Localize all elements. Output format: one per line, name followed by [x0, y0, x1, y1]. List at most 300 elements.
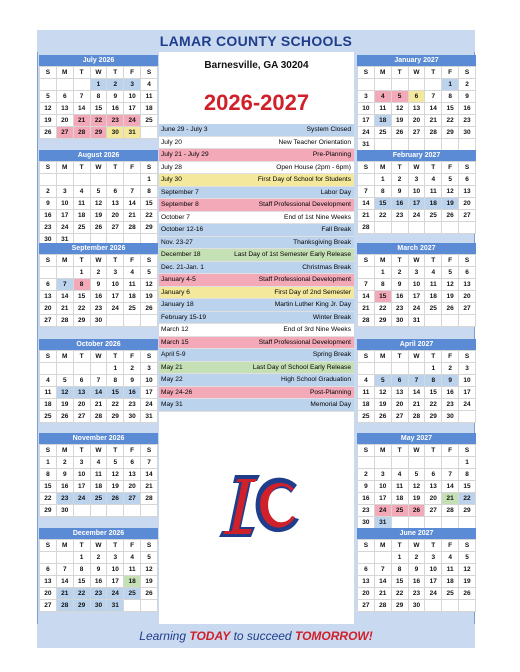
day-cell: 17 [358, 115, 375, 127]
day-cell: 7 [56, 279, 73, 291]
day-cell: 17 [107, 576, 124, 588]
day-cell: 3 [358, 91, 375, 103]
day-cell: 15 [425, 387, 442, 399]
day-cell: 12 [40, 103, 57, 115]
day-cell: 3 [374, 469, 391, 481]
day-cell: 13 [73, 387, 90, 399]
day-cell: 17 [56, 210, 73, 222]
day-cell: 4 [425, 174, 442, 186]
day-cell [408, 457, 425, 469]
day-cell: 6 [459, 267, 476, 279]
day-cell: 6 [40, 564, 57, 576]
day-cell: 20 [358, 588, 375, 600]
day-cell: 5 [459, 552, 476, 564]
month-calendar [39, 528, 158, 612]
day-cell: 6 [56, 91, 73, 103]
day-cell [374, 363, 391, 375]
day-cell: 1 [459, 457, 476, 469]
day-cell: 7 [56, 564, 73, 576]
day-cell: 7 [358, 186, 375, 198]
day-cell: 2 [90, 267, 107, 279]
day-cell: 8 [73, 564, 90, 576]
day-cell: 13 [358, 576, 375, 588]
day-cell: 6 [40, 279, 57, 291]
day-cell: 14 [56, 576, 73, 588]
day-cell: 14 [408, 387, 425, 399]
event-date: January 6 [161, 288, 190, 296]
day-cell: 23 [107, 115, 124, 127]
day-cell: 4 [40, 375, 57, 387]
day-cell: 10 [408, 279, 425, 291]
day-cell [459, 411, 476, 423]
weekday-header: S [40, 162, 57, 174]
event-name: Christmas Break [302, 263, 351, 271]
day-cell [90, 505, 107, 517]
day-cell: 30 [40, 234, 57, 246]
day-cell: 11 [141, 91, 158, 103]
month-calendar [357, 243, 476, 327]
day-cell: 21 [90, 399, 107, 411]
weekday-header: F [442, 445, 459, 457]
day-cell: 19 [391, 115, 408, 127]
day-cell: 31 [358, 139, 375, 151]
event-name: Post-Planning [309, 388, 351, 396]
month-title: November 2026 [39, 433, 158, 444]
month-calendar [39, 243, 158, 327]
day-cell: 8 [459, 469, 476, 481]
day-cell: 6 [107, 186, 124, 198]
day-cell: 10 [374, 481, 391, 493]
event-date: October 12-16 [161, 226, 204, 233]
day-cell: 2 [391, 267, 408, 279]
weekday-header: T [73, 162, 90, 174]
weekday-header: M [374, 445, 391, 457]
weekday-header: T [73, 255, 90, 267]
day-cell: 2 [40, 186, 57, 198]
day-cell: 12 [107, 469, 124, 481]
event-row [159, 187, 354, 200]
day-cell: 4 [124, 267, 141, 279]
day-cell: 31 [374, 517, 391, 529]
event-date: March 15 [161, 338, 189, 346]
weekday-header: S [358, 540, 375, 552]
weekday-header: S [40, 351, 57, 363]
page-title: LAMAR COUNTY SCHOOLS [37, 30, 475, 52]
day-cell: 8 [374, 279, 391, 291]
slogan-mid: to succeed [230, 629, 295, 643]
weekday-header: M [374, 162, 391, 174]
day-cell: 1 [391, 552, 408, 564]
day-cell: 26 [107, 493, 124, 505]
weekday-header: F [124, 445, 141, 457]
day-cell: 30 [358, 517, 375, 529]
day-cell: 25 [374, 127, 391, 139]
day-cell: 14 [73, 103, 90, 115]
day-cell: 9 [107, 91, 124, 103]
day-cell: 5 [442, 267, 459, 279]
day-cell: 3 [107, 552, 124, 564]
day-cell: 11 [391, 481, 408, 493]
day-cell: 22 [73, 588, 90, 600]
day-cell: 1 [73, 267, 90, 279]
day-cell: 15 [73, 291, 90, 303]
day-cell: 21 [141, 481, 158, 493]
month-calendar [357, 150, 476, 234]
month-calendar [357, 339, 476, 423]
day-cell: 16 [90, 291, 107, 303]
weekday-header: T [425, 445, 442, 457]
day-cell: 25 [425, 210, 442, 222]
day-cell: 30 [90, 600, 107, 612]
day-cell: 20 [73, 399, 90, 411]
day-cell: 29 [73, 315, 90, 327]
weekday-header: S [459, 445, 476, 457]
day-cell: 30 [124, 411, 141, 423]
month-title: July 2026 [39, 55, 158, 66]
day-cell: 25 [124, 588, 141, 600]
day-cell: 30 [90, 315, 107, 327]
day-cell: 9 [442, 375, 459, 387]
day-cell: 22 [459, 493, 476, 505]
day-cell: 8 [141, 186, 158, 198]
event-name: Staff Professional Development [258, 338, 351, 346]
day-cell: 12 [442, 279, 459, 291]
day-cell [391, 457, 408, 469]
day-cell [425, 315, 442, 327]
weekday-header: W [90, 351, 107, 363]
day-cell: 19 [442, 198, 459, 210]
day-cell: 23 [442, 399, 459, 411]
weekday-header: S [358, 162, 375, 174]
day-cell: 9 [56, 469, 73, 481]
month-title: January 2027 [357, 55, 476, 66]
weekday-header: S [459, 351, 476, 363]
day-cell [124, 600, 141, 612]
day-cell [40, 174, 57, 186]
day-cell: 2 [124, 363, 141, 375]
day-cell: 20 [124, 481, 141, 493]
day-cell: 31 [408, 315, 425, 327]
day-cell: 29 [73, 600, 90, 612]
day-cell: 2 [90, 552, 107, 564]
day-cell: 5 [141, 552, 158, 564]
day-cell: 23 [391, 210, 408, 222]
day-cell: 1 [425, 363, 442, 375]
day-cell: 6 [391, 375, 408, 387]
day-cell: 26 [442, 210, 459, 222]
weekday-header: M [56, 162, 73, 174]
day-cell [391, 517, 408, 529]
weekday-header: T [73, 540, 90, 552]
day-cell [124, 315, 141, 327]
day-cell: 15 [40, 481, 57, 493]
day-cell: 27 [459, 303, 476, 315]
day-cell: 9 [358, 481, 375, 493]
month-title: May 2027 [357, 433, 476, 444]
day-cell [391, 222, 408, 234]
event-row [159, 199, 354, 212]
day-cell: 24 [107, 303, 124, 315]
weekday-header: W [90, 445, 107, 457]
event-name: High School Graduation [280, 376, 351, 383]
day-cell: 6 [408, 91, 425, 103]
day-cell: 3 [408, 174, 425, 186]
day-cell: 28 [73, 127, 90, 139]
day-cell: 21 [56, 588, 73, 600]
day-cell: 17 [107, 291, 124, 303]
day-cell: 19 [442, 291, 459, 303]
day-cell [408, 222, 425, 234]
day-cell: 14 [425, 103, 442, 115]
day-cell: 9 [459, 91, 476, 103]
day-cell: 20 [459, 198, 476, 210]
day-cell [374, 222, 391, 234]
day-cell: 16 [391, 291, 408, 303]
day-cell [459, 222, 476, 234]
day-cell: 12 [442, 186, 459, 198]
event-name: Fall Break [321, 226, 351, 233]
day-cell: 10 [56, 198, 73, 210]
location-text: Barnesville, GA 30204 [204, 60, 309, 71]
day-cell: 13 [40, 576, 57, 588]
event-row [159, 162, 354, 175]
day-cell: 7 [374, 564, 391, 576]
day-cell: 26 [56, 411, 73, 423]
day-cell: 10 [425, 564, 442, 576]
day-cell [425, 457, 442, 469]
day-cell [141, 315, 158, 327]
day-cell: 9 [124, 375, 141, 387]
weekday-header: F [442, 162, 459, 174]
day-cell: 31 [124, 127, 141, 139]
event-row [159, 387, 354, 400]
weekday-header: S [40, 445, 57, 457]
weekday-header: T [107, 162, 124, 174]
weekday-header: T [425, 351, 442, 363]
day-cell: 22 [107, 399, 124, 411]
day-cell: 25 [73, 222, 90, 234]
weekday-header: W [90, 540, 107, 552]
weekday-header: F [442, 255, 459, 267]
day-cell [408, 517, 425, 529]
day-cell: 17 [425, 576, 442, 588]
day-cell: 4 [358, 375, 375, 387]
day-cell: 21 [442, 493, 459, 505]
day-cell [425, 600, 442, 612]
day-cell [391, 139, 408, 151]
day-cell: 24 [358, 127, 375, 139]
day-cell: 29 [107, 411, 124, 423]
day-cell: 4 [374, 91, 391, 103]
day-cell: 8 [391, 564, 408, 576]
day-cell [107, 505, 124, 517]
day-cell: 4 [391, 469, 408, 481]
weekday-header: W [408, 67, 425, 79]
day-cell [358, 363, 375, 375]
day-cell: 10 [358, 103, 375, 115]
day-cell: 21 [425, 115, 442, 127]
weekday-header: M [56, 255, 73, 267]
event-row [159, 287, 354, 300]
day-cell: 23 [90, 588, 107, 600]
day-cell: 30 [442, 411, 459, 423]
day-cell [374, 139, 391, 151]
event-row [159, 249, 354, 262]
weekday-header: M [56, 540, 73, 552]
day-cell: 10 [459, 375, 476, 387]
event-date: July 30 [161, 176, 182, 183]
event-name: Staff Professional Development [258, 201, 351, 208]
day-cell: 15 [391, 576, 408, 588]
day-cell: 20 [40, 303, 57, 315]
day-cell: 20 [107, 210, 124, 222]
day-cell [425, 222, 442, 234]
day-cell: 13 [40, 291, 57, 303]
event-date: July 28 [161, 163, 182, 171]
day-cell: 5 [107, 457, 124, 469]
weekday-header: S [141, 445, 158, 457]
day-cell: 1 [442, 79, 459, 91]
event-row [159, 262, 354, 275]
event-row [159, 149, 354, 162]
weekday-header: M [56, 351, 73, 363]
event-date: February 15-19 [161, 313, 207, 321]
day-cell: 17 [408, 291, 425, 303]
event-name: First Day of School for Students [257, 176, 351, 183]
day-cell: 16 [56, 481, 73, 493]
weekday-header: S [40, 67, 57, 79]
day-cell: 26 [141, 303, 158, 315]
weekday-header: S [141, 540, 158, 552]
day-cell [107, 174, 124, 186]
day-cell [442, 517, 459, 529]
day-cell: 9 [40, 198, 57, 210]
day-cell: 10 [107, 279, 124, 291]
day-cell: 17 [374, 493, 391, 505]
day-cell: 4 [124, 552, 141, 564]
day-cell: 9 [90, 564, 107, 576]
day-cell [141, 127, 158, 139]
events-list [159, 124, 354, 412]
event-date: September 8 [161, 201, 199, 208]
day-cell: 14 [442, 481, 459, 493]
day-cell [408, 79, 425, 91]
school-year: 2026-2027 [203, 90, 310, 115]
month-calendar [39, 339, 158, 423]
day-cell: 5 [374, 375, 391, 387]
day-cell: 17 [459, 387, 476, 399]
event-row [159, 224, 354, 237]
day-cell: 15 [442, 103, 459, 115]
day-cell: 24 [408, 210, 425, 222]
day-cell: 8 [374, 186, 391, 198]
weekday-header: S [459, 162, 476, 174]
weekday-header: S [358, 255, 375, 267]
day-cell: 15 [374, 291, 391, 303]
day-cell: 30 [56, 505, 73, 517]
weekday-header: W [408, 540, 425, 552]
day-cell: 18 [391, 493, 408, 505]
weekday-header: T [391, 162, 408, 174]
day-cell: 16 [107, 103, 124, 115]
day-cell: 22 [391, 588, 408, 600]
event-date: Dec. 21-Jan. 1 [161, 263, 204, 271]
day-cell: 29 [90, 127, 107, 139]
weekday-header: M [374, 255, 391, 267]
weekday-header: W [408, 255, 425, 267]
day-cell [56, 79, 73, 91]
day-cell: 10 [73, 469, 90, 481]
day-cell: 13 [459, 186, 476, 198]
day-cell: 1 [107, 363, 124, 375]
weekday-header: S [141, 67, 158, 79]
day-cell: 24 [141, 399, 158, 411]
day-cell: 16 [358, 493, 375, 505]
day-cell: 24 [124, 115, 141, 127]
day-cell: 3 [141, 363, 158, 375]
day-cell: 7 [408, 375, 425, 387]
day-cell: 21 [358, 210, 375, 222]
weekday-header: T [425, 540, 442, 552]
day-cell: 29 [459, 505, 476, 517]
day-cell: 20 [459, 291, 476, 303]
day-cell: 17 [73, 481, 90, 493]
event-date: May 24-26 [161, 388, 193, 396]
day-cell: 13 [56, 103, 73, 115]
month-calendar [39, 433, 158, 517]
day-cell [107, 315, 124, 327]
event-row [159, 274, 354, 287]
day-cell: 17 [141, 387, 158, 399]
day-cell: 5 [90, 186, 107, 198]
day-cell [90, 174, 107, 186]
weekday-header: W [90, 255, 107, 267]
event-row [159, 237, 354, 250]
event-date: April 5-9 [161, 351, 186, 358]
day-cell: 18 [124, 291, 141, 303]
day-cell: 3 [425, 552, 442, 564]
day-cell: 1 [90, 79, 107, 91]
day-cell: 4 [425, 267, 442, 279]
event-date: May 21 [161, 363, 183, 371]
day-cell: 10 [124, 91, 141, 103]
event-row [159, 324, 354, 337]
day-cell: 27 [107, 222, 124, 234]
day-cell: 5 [442, 174, 459, 186]
day-cell: 13 [425, 481, 442, 493]
month-title: December 2026 [39, 528, 158, 539]
day-cell: 11 [124, 279, 141, 291]
day-cell: 21 [124, 210, 141, 222]
day-cell [358, 267, 375, 279]
day-cell: 19 [56, 399, 73, 411]
event-name: Pre-Planning [312, 151, 351, 158]
event-date: Nov. 23-27 [161, 238, 193, 246]
day-cell [73, 79, 90, 91]
day-cell: 24 [56, 222, 73, 234]
weekday-header: S [459, 540, 476, 552]
day-cell: 26 [391, 127, 408, 139]
day-cell: 5 [141, 267, 158, 279]
day-cell: 24 [107, 588, 124, 600]
weekday-header: T [73, 351, 90, 363]
day-cell: 27 [73, 411, 90, 423]
day-cell: 6 [358, 564, 375, 576]
day-cell: 7 [73, 91, 90, 103]
weekday-header: W [408, 445, 425, 457]
month-calendar [357, 528, 476, 612]
day-cell: 5 [40, 91, 57, 103]
